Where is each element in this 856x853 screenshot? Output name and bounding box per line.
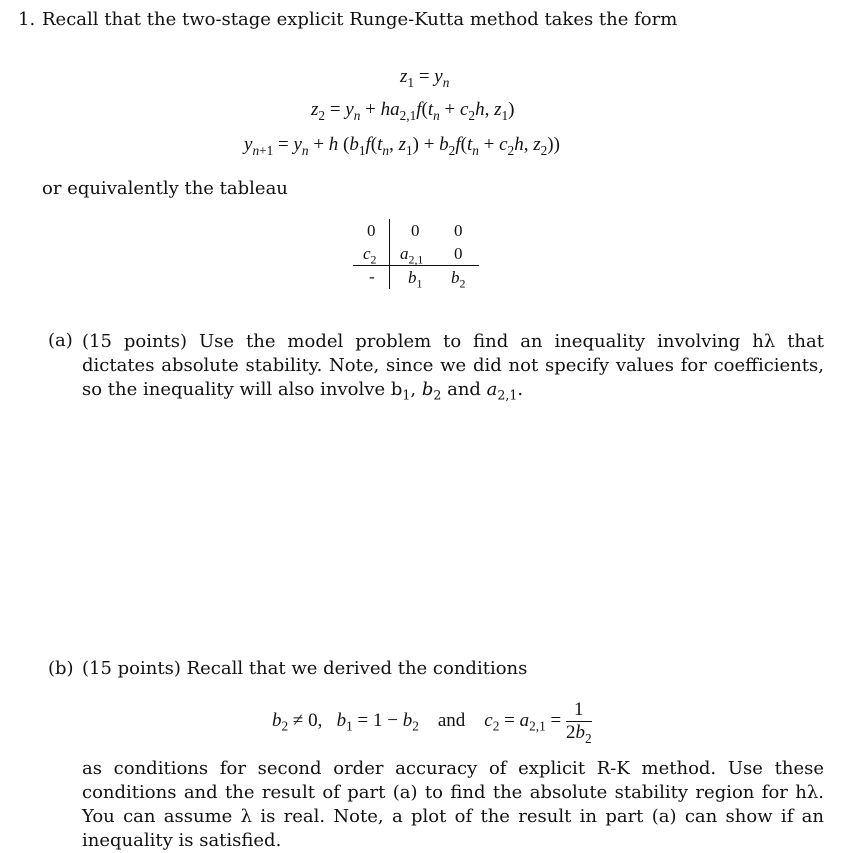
tableau-cell-c2: $c_2$ [363,244,377,267]
tableau-cell-b1: $b_1$ [408,268,423,291]
tableau-cell: 0 [454,244,463,263]
or-text: or equivalently the tableau [42,178,288,199]
fraction-one-over-2b2: $\frac{1}{2b_2}$ [565,699,592,746]
tableau-cell: 0 [454,221,463,240]
equation-z2: $z_2 = y_n + ha_{2,1}f(t_n + c_2h$, $z_1$) [311,99,515,123]
problem-intro: Recall that the two-stage explicit Runge-Kutta method takes the form [42,9,678,30]
part-a-body: (15 points) Use the model problem to find an inequality involving hλ that dictates absolute stability. Note, since we did not specify values for coefficients, so the inequality will also involve b [82,331,824,400]
tableau-cell-a21: $a_{2,1}$ [400,244,424,267]
part-a-end: . [517,379,524,400]
part-b-intro: (15 points) Recall that we derived the conditions [82,658,528,679]
equation-yn1: $y_{n+1} = y_n + h$ ($b_1f(t_n$, $z_1) + b_2f(t_n + c_2h$, $z_2$)) [244,134,560,158]
part-b-text: as conditions for second order accuracy of explicit R-K method. Use these conditions and the result of part (a) to find the absolute stability region for hλ. You can assume λ is real. Note, a plot of the result in part (a) can show if an inequality is satisfied. [82,758,824,851]
part-a-label: (a) [48,330,73,351]
butcher-tableau [353,217,481,291]
equation-z1: $z_1 = y_n$ [400,66,450,90]
part-b-label: (b) [48,658,74,679]
second-order-conditions: $b_2 \ne 0$, $b_1 = 1 - b_2$ and $c_2 = a_{2,1}$ = $\frac{1}{2b_2}$ [272,699,592,746]
problem-number: 1. [18,9,36,30]
part-a-text: (15 points) Use the model problem to find an inequality involving hλ that dictates absolute stability. Note, since we did not specify values for coefficients, so the inequality will also involve $b_1$, $b_2$ and $a_{2,1}$. [82,331,824,403]
tableau-vertical-rule [389,219,390,289]
tableau-cell: - [369,267,375,286]
tableau-cell: 0 [411,221,420,240]
tableau-cell-b2: $b_2$ [451,268,466,291]
and-word: and [437,709,466,731]
tableau-cell: 0 [367,221,376,240]
